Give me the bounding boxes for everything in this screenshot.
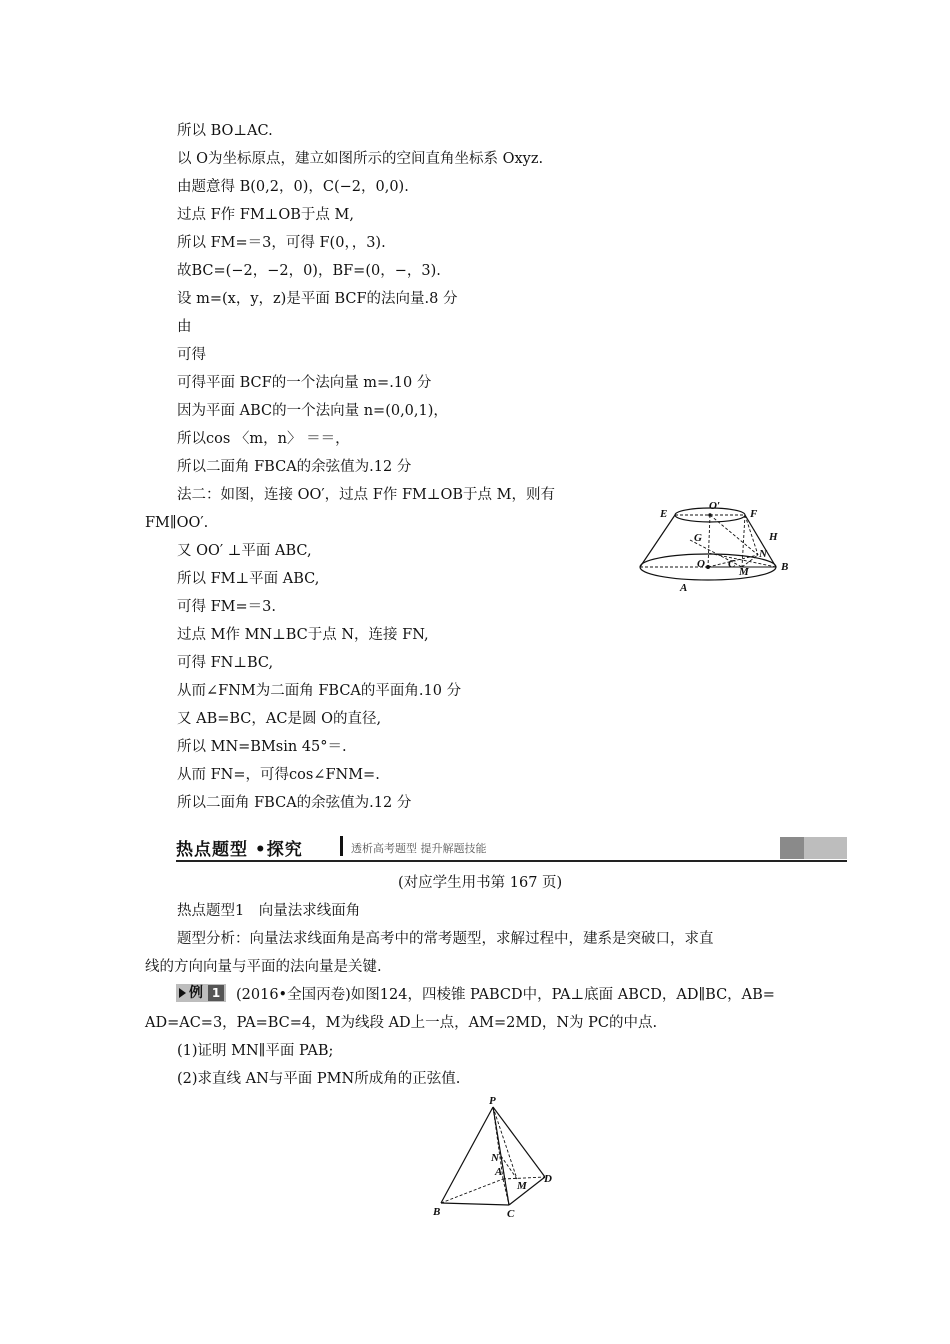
solution-line: 因为平面 ABC的一个法向量 n=(0,0,1)， xyxy=(177,403,448,419)
example-label: 例 xyxy=(189,985,203,1001)
solution-line: 所以cos 〈m，n〉 ＝＝， xyxy=(177,431,350,447)
solution-line: 以 O为坐标原点，建立如图所示的空间直角坐标系 Oxyz. xyxy=(177,151,544,167)
point-o xyxy=(706,565,710,569)
section-subtitle: 透析高考题型 提升解题技能 xyxy=(351,842,487,855)
example-number: 1 xyxy=(208,985,224,1001)
solution-line: 又 OO′ ⊥平面 ABC, xyxy=(177,543,312,559)
section-bar-light-block xyxy=(804,837,847,859)
solution-line: 可得平面 BCF的一个法向量 m=.10 分 xyxy=(177,375,432,391)
pyramid-label: B xyxy=(433,1206,441,1218)
frustum-label: B xyxy=(781,561,789,573)
frustum-label: O xyxy=(697,558,705,570)
analysis-text: 线的方向向量与平面的法向量是关键. xyxy=(145,959,382,975)
solution-line: 故BC=(−2，−2，0)，BF=(0，−，3). xyxy=(177,263,441,279)
section-underline xyxy=(176,860,847,862)
solution-line: 可得 FM=＝3. xyxy=(177,599,277,615)
example-part: (2)求直线 AN与平面 PMN所成角的正弦值. xyxy=(177,1071,461,1087)
frustum-label: G xyxy=(694,532,702,544)
topic-title: 热点题型1 向量法求线面角 xyxy=(177,903,361,919)
solution-line: 所以二面角 FBCA的余弦值为.12 分 xyxy=(177,459,412,475)
solution-line: 所以 FM⊥平面 ABC, xyxy=(177,571,320,587)
pyramid-label: D xyxy=(544,1173,552,1185)
solution-line: 从而 FN=，可得cos∠FNM=. xyxy=(177,767,380,783)
pyramid-label: P xyxy=(489,1095,496,1107)
analysis-text: 题型分析：向量法求线面角是高考中的常考题型，求解过程中，建系是突破口，求直 xyxy=(177,931,714,947)
example-text: AD=AC=3，PA=BC=4，M为线段 AD上一点，AM=2MD，N为 PC的中点. xyxy=(145,1015,658,1031)
solution-line: 过点 M作 MN⊥BC于点 N，连接 FN, xyxy=(177,627,429,643)
frustum-label: A xyxy=(680,582,688,594)
pyramid-label: C xyxy=(507,1208,515,1220)
pyramid-label: N xyxy=(491,1152,499,1164)
frustum-label: O′ xyxy=(709,500,721,512)
solution-line: 从而∠FNM为二面角 FBCA的平面角.10 分 xyxy=(177,683,462,699)
solution-line: 所以 BO⊥AC. xyxy=(177,123,273,139)
frustum-label: E xyxy=(660,508,668,520)
solution-line: 过点 F作 FM⊥OB于点 M, xyxy=(177,207,354,223)
solution-line: 由题意得 B(0,2，0)，C(−2，0,0). xyxy=(177,179,409,195)
frustum-label: F xyxy=(750,508,758,520)
frustum-label: C xyxy=(728,558,736,570)
solution-line: 所以二面角 FBCA的余弦值为.12 分 xyxy=(177,795,412,811)
frustum-figure xyxy=(630,495,805,595)
section-header xyxy=(176,833,847,863)
section-bar-dark-block xyxy=(780,837,804,859)
frustum-side-left xyxy=(640,515,675,567)
solution-line: 法二：如图，连接 OO′，过点 F作 FM⊥OB于点 M，则有 xyxy=(177,487,555,503)
pyramid-label: M xyxy=(517,1180,527,1192)
frustum-label: N xyxy=(759,548,767,560)
solution-line: 可得 xyxy=(177,347,206,363)
point-o-prime xyxy=(708,513,712,517)
pyramid-label: A xyxy=(495,1166,503,1178)
section-title: 热点题型 •探究 xyxy=(176,840,303,860)
example-part: (1)证明 MN∥平面 PAB; xyxy=(177,1043,334,1059)
book-reference: (对应学生用书第 167 页) xyxy=(398,875,563,891)
solution-line: 设 m=(x，y，z)是平面 BCF的法向量.8 分 xyxy=(177,291,458,307)
solution-line: 可得 FN⊥BC, xyxy=(177,655,274,671)
solution-line: 又 AB=BC，AC是圆 O的直径, xyxy=(177,711,382,727)
example-tag xyxy=(176,984,226,1002)
triangle-icon xyxy=(179,988,186,998)
pyramid-figure xyxy=(425,1095,565,1225)
example-text: (2016•全国丙卷)如图124，四棱锥 PABCD中，PA⊥底面 ABCD，AD∥BC，AB= xyxy=(236,987,775,1003)
section-separator xyxy=(340,836,343,856)
frustum-label: H xyxy=(769,531,778,543)
frustum-dashed-lines xyxy=(640,515,776,567)
solution-line: FM∥OO′. xyxy=(145,515,209,531)
solution-line: 所以 FM=＝3，可得 F(0，，3). xyxy=(177,235,386,251)
solution-line: 由 xyxy=(177,319,192,335)
frustum-label: M xyxy=(739,566,749,578)
solution-line: 所以 MN=BMsin 45°＝. xyxy=(177,739,347,755)
